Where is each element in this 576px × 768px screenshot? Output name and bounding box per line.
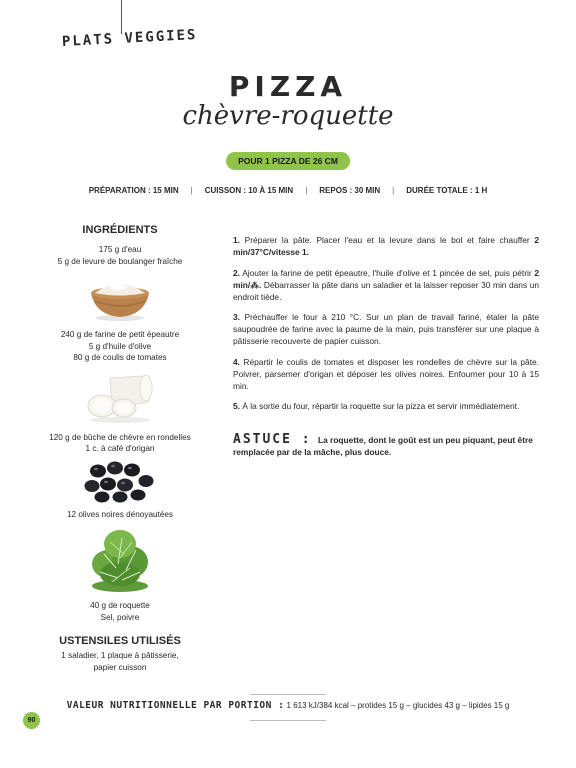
ingredient-group-4 — [40, 509, 200, 521]
flour-bowl-illustration — [85, 271, 155, 323]
step-text: Répartir le coulis de tomates et disposer les rondelles de chèvre sur la pâte. Poivrer, parsemer d'origan et déposer les olives noires. Enfourner pour 10 à 15 min. — [233, 356, 540, 391]
ingredients-heading: INGRÉDIENTS — [82, 224, 158, 236]
ingredient-line: 12 olives noires dénoyautées — [66, 509, 174, 519]
step-number: 3. — [233, 312, 240, 323]
recipe-step-5 — [233, 400, 539, 412]
ingredient-line: 120 g de bûche de chèvre en rondelles — [49, 432, 191, 442]
step-number: 4. — [233, 356, 240, 367]
recipe-step-4 — [233, 356, 539, 392]
ingredients-column — [40, 224, 200, 673]
ingredient-line: 1 c. à café d'origan — [85, 444, 155, 453]
step-number: 1. — [233, 235, 240, 246]
nutrition-values: 1 613 kJ/384 kcal – protides 15 g – glucides 43 g – lipides 15 g — [286, 701, 510, 710]
steps-column — [233, 226, 539, 458]
step-text-continued: Débarrasser la pâte dans un saladier et la laisser reposer 30 min dans un endroit tiède. — [233, 279, 540, 302]
ingredient-line: 175 g d'eau — [98, 245, 142, 254]
nutrition-divider-bottom — [250, 720, 326, 721]
serving-badge: POUR 1 PIZZA DE 26 CM — [226, 152, 350, 170]
ingredient-group-5 — [40, 600, 200, 623]
step-text: Préchauffer le four à 210 °C. Sur un plan de travail fariné, étaler la pâte saupoudrée de farine avec la paume de la main, puis transférer sur une plaque à pâtisserie recouverte de papier cuisson. — [233, 312, 539, 347]
recipe-step-3 — [233, 311, 539, 347]
ingredient-line: Sel, poivre — [100, 612, 140, 622]
nutrition-label: VALEUR NUTRITIONNELLE PAR PORTION : — [66, 700, 285, 711]
recipe-title: PIZZA — [228, 70, 348, 103]
ingredient-group-2 — [40, 329, 200, 364]
time-total: DURÉE TOTALE : 1 H — [406, 186, 488, 195]
goat-cheese-illustration — [80, 368, 160, 426]
step-number: 5. — [233, 400, 240, 411]
time-cooking: CUISSON : 10 À 15 MIN — [204, 186, 294, 195]
astuce-text: La roquette, dont le goût est un peu piquant, peut être remplacée par de la mâche, plus douce. — [233, 434, 533, 457]
time-separator: | — [305, 186, 308, 195]
step-text: Ajouter la farine de petit épeautre, l'huile d'olive et 1 pincée de sel, puis pétrir — [242, 267, 532, 278]
recipe-step-1 — [233, 234, 539, 258]
step-text: À la sortie du four, répartir la roquette sur la pizza et servir immédiatement. — [242, 400, 520, 411]
nutrition-info — [0, 700, 576, 711]
astuce-label: ASTUCE : — [233, 431, 312, 447]
time-rest: REPOS : 30 MIN — [319, 186, 381, 195]
time-preparation: PRÉPARATION : 15 MIN — [88, 186, 179, 195]
ustensiles-heading: USTENSILES UTILISÉS — [59, 635, 181, 647]
time-separator: | — [190, 186, 193, 195]
step-number: 2. — [233, 267, 240, 278]
timing-bar — [0, 186, 576, 195]
page-number: 90 — [23, 712, 40, 729]
ingredient-group-1 — [40, 244, 200, 267]
ingredient-group-3 — [40, 432, 200, 455]
ustensiles-line: papier cuisson — [93, 662, 147, 672]
ustensiles-block — [40, 635, 200, 673]
recipe-subtitle: chèvre-roquette — [182, 101, 394, 131]
astuce-tip — [233, 431, 539, 458]
ingredient-line: 240 g de farine de petit épeautre — [60, 330, 180, 339]
step-setting: 2 min/37°C/vitesse 1. — [233, 235, 540, 258]
ingredient-line: 5 g d'huile d'olive — [88, 341, 152, 351]
ingredient-line: 40 g de roquette — [90, 601, 150, 610]
black-olives-illustration — [84, 459, 156, 503]
ustensiles-line: 1 saladier, 1 plaque à pâtisserie, — [61, 651, 179, 660]
ingredient-line: 80 g de coulis de tomates — [73, 353, 167, 362]
section-label: PLATS VEGGIES — [61, 26, 198, 50]
decorative-vertical-line — [121, 0, 122, 34]
step-setting: 2 min/⁂. — [233, 267, 539, 290]
arugula-illustration — [82, 524, 158, 594]
recipe-step-2 — [233, 267, 539, 303]
time-separator: | — [392, 186, 395, 195]
nutrition-divider-top — [250, 694, 326, 695]
step-text: Préparer la pâte. Placer l'eau et la levure dans le bol et faire chauffer — [244, 235, 530, 246]
ingredient-line: 5 g de levure de boulanger fraîche — [57, 256, 183, 266]
